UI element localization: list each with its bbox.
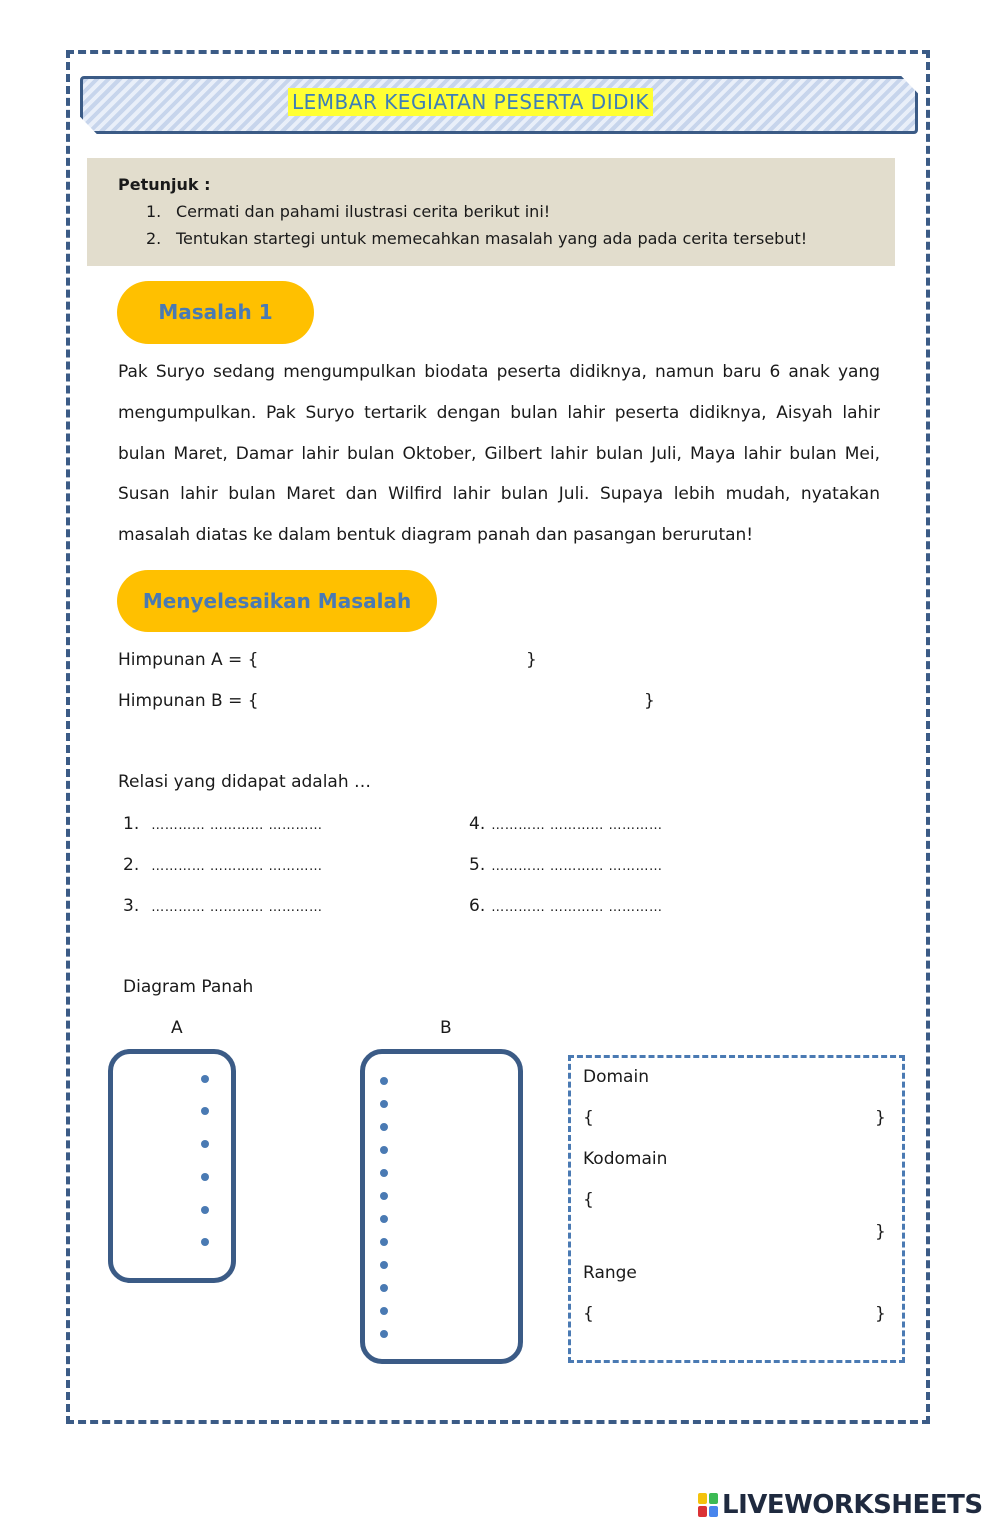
codomain-open-brace: { — [583, 1190, 594, 1210]
set-b-dot[interactable] — [380, 1192, 388, 1200]
liveworksheets-icon — [698, 1493, 718, 1517]
brand-icon-square — [709, 1493, 718, 1504]
range-label: Range — [583, 1263, 637, 1283]
relation-blank[interactable]: ………… ………… ………… — [151, 900, 323, 915]
set-b-dot[interactable] — [380, 1261, 388, 1269]
relation-item — [123, 855, 323, 875]
range-open-brace: { — [583, 1304, 594, 1324]
brand-logo[interactable] — [698, 1490, 983, 1520]
set-a-dot[interactable] — [201, 1173, 209, 1181]
set-b-dot[interactable] — [380, 1238, 388, 1246]
set-b-dot[interactable] — [380, 1330, 388, 1338]
domain-label: Domain — [583, 1067, 649, 1087]
set-a-close-brace: } — [526, 650, 537, 670]
domain-range-box — [568, 1055, 905, 1363]
instruction-text: Tentukan startegi untuk memecahkan masalah yang ada pada cerita tersebut! — [176, 229, 808, 248]
set-a-box — [108, 1049, 236, 1283]
set-a-dot[interactable] — [201, 1107, 209, 1115]
codomain-close-brace: } — [875, 1222, 886, 1242]
range-close-brace: } — [875, 1304, 886, 1324]
set-b-close-brace: } — [644, 691, 655, 711]
solve-label: Menyelesaikan Masalah — [117, 570, 437, 632]
instruction-item — [146, 201, 807, 228]
domain-close-brace: } — [875, 1108, 886, 1128]
set-b-dot[interactable] — [380, 1077, 388, 1085]
brand-icon-square — [698, 1493, 707, 1504]
relation-number: 3. — [123, 896, 140, 916]
brand-name: LIVEWORKSHEETS — [722, 1490, 983, 1520]
relation-title: Relasi yang didapat adalah … — [118, 772, 372, 792]
instruction-list — [146, 201, 807, 255]
set-b-label: B — [440, 1018, 452, 1038]
relation-blank[interactable]: ………… ………… ………… — [491, 900, 663, 915]
set-a-dot[interactable] — [201, 1140, 209, 1148]
brand-icon-square — [698, 1506, 707, 1517]
set-b-box — [360, 1049, 523, 1364]
relation-blank[interactable]: ………… ………… ………… — [151, 859, 323, 874]
instruction-title: Petunjuk : — [118, 175, 211, 194]
relation-blank[interactable]: ………… ………… ………… — [151, 818, 323, 833]
set-b-prefix: Himpunan B = { — [118, 691, 259, 711]
codomain-label: Kodomain — [583, 1149, 668, 1169]
relation-number: 2. — [123, 855, 140, 875]
relation-item — [469, 896, 663, 916]
relation-number: 1. — [123, 814, 140, 834]
problem-story: Pak Suryo sedang mengumpulkan biodata peserta didiknya, namun baru 6 anak yang mengumpulkan. Pak Suryo tertarik dengan bulan lahir peserta didiknya, Aisyah lahir bulan Maret, Damar lahir bulan Oktober, Gilbert lahir bulan Juli, Maya lahir bulan Mei, Susan lahir bulan Maret dan Wilfird lahir bulan Juli. Supaya lebih mudah, nyatakan masalah diatas ke dalam bentuk diagram panah dan pasangan berurutan! — [118, 362, 880, 546]
relation-item — [469, 814, 663, 834]
diagram-title: Diagram Panah — [123, 977, 254, 997]
set-a-prefix: Himpunan A = { — [118, 650, 259, 670]
set-a-dot[interactable] — [201, 1238, 209, 1246]
relation-blank[interactable]: ………… ………… ………… — [491, 859, 663, 874]
set-b-dot[interactable] — [380, 1100, 388, 1108]
set-a-line — [118, 650, 259, 670]
set-b-line — [118, 691, 259, 711]
relation-item — [123, 896, 323, 916]
set-a-dot[interactable] — [201, 1075, 209, 1083]
set-b-dot[interactable] — [380, 1284, 388, 1292]
set-b-dot[interactable] — [380, 1215, 388, 1223]
set-a-dot[interactable] — [201, 1206, 209, 1214]
set-b-dot[interactable] — [380, 1169, 388, 1177]
set-a-label: A — [171, 1018, 183, 1038]
set-b-dot[interactable] — [380, 1123, 388, 1131]
instruction-number: 1. — [146, 202, 162, 221]
domain-open-brace: { — [583, 1108, 594, 1128]
problem-label: Masalah 1 — [117, 281, 314, 344]
set-b-dot[interactable] — [380, 1146, 388, 1154]
instruction-item — [146, 228, 807, 255]
relation-blank[interactable]: ………… ………… ………… — [491, 818, 663, 833]
instruction-text: Cermati dan pahami ilustrasi cerita berikut ini! — [176, 202, 551, 221]
relation-item — [123, 814, 323, 834]
instruction-number: 2. — [146, 229, 162, 248]
brand-icon-square — [709, 1506, 718, 1517]
page-title: LEMBAR KEGIATAN PESERTA DIDIK — [288, 88, 653, 116]
relation-number: 4. — [469, 814, 486, 834]
relation-number: 5. — [469, 855, 486, 875]
set-b-dot[interactable] — [380, 1307, 388, 1315]
relation-number: 6. — [469, 896, 486, 916]
relation-item — [469, 855, 663, 875]
